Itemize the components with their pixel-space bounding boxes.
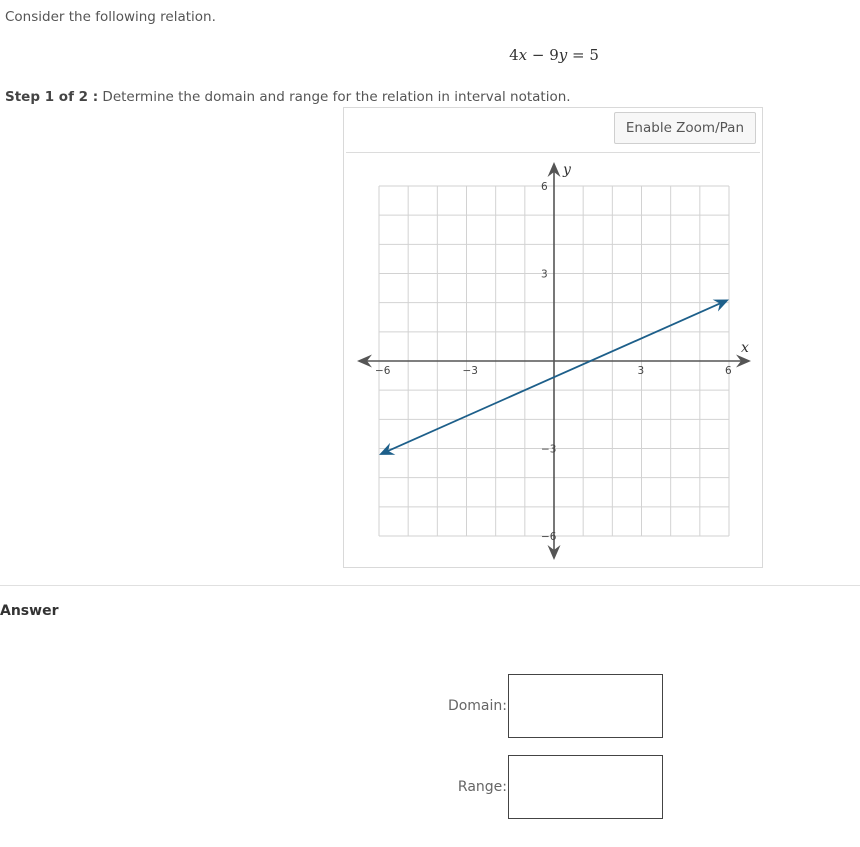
equation-var-y: y [558,46,568,64]
y-tick-label: −3 [541,443,557,456]
step-text: Determine the domain and range for the relation in interval notation. [98,89,571,105]
x-tick-label: −3 [462,365,478,377]
enable-zoom-pan-button[interactable]: Enable Zoom/Pan [614,112,756,144]
y-tick-label: −6 [541,531,557,543]
x-axis-label: x [741,340,749,356]
answer-heading: Answer [0,603,59,619]
step-instruction [5,89,571,105]
coordinate-graph [344,108,762,567]
equation-equals: = [567,46,590,64]
equation-coef-a: 4 [509,46,519,64]
intro-text: Consider the following relation. [5,9,216,25]
x-tick-label: −6 [375,365,391,377]
equation-var-x: x [518,46,528,64]
equation-coef-b: 9 [549,46,559,64]
step-label: Step 1 of 2 : [5,89,99,105]
x-tick-label: 6 [725,365,732,377]
tick-labels [375,162,749,543]
equation-constant: 5 [589,46,599,64]
y-axis-label: y [563,162,571,178]
graph-panel [343,107,763,568]
y-tick-label: 3 [541,268,548,281]
range-input[interactable] [508,755,663,819]
domain-input[interactable] [508,674,663,738]
range-label: Range: [457,779,507,795]
x-tick-label: 3 [637,365,645,377]
axes [357,162,751,560]
equation-minus: − [527,46,550,64]
domain-label: Domain: [447,698,507,714]
section-divider [0,585,860,586]
equation [0,46,860,64]
y-tick-label: 6 [541,181,548,193]
